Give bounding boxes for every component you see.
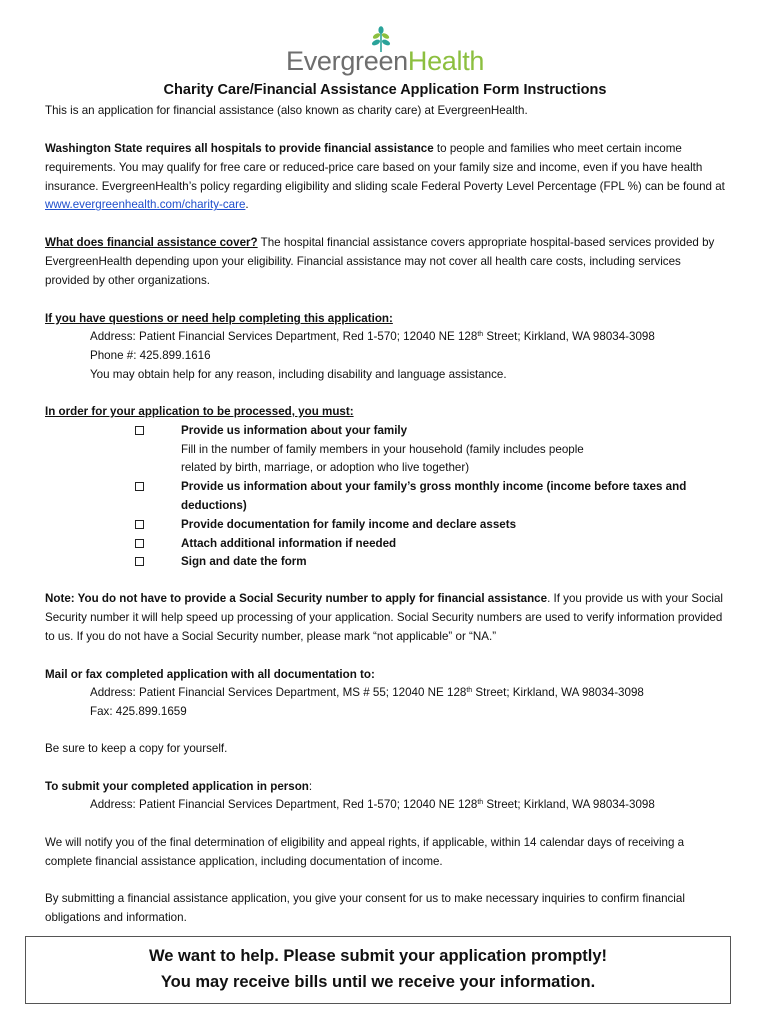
mail-address: Address: Patient Financial Services Department, MS # 55; 12040 NE 128th Street; Kirkland, WA 98034-3098 (90, 686, 644, 699)
callout-line-1: We want to help. Please submit your application promptly! (148, 947, 608, 965)
coverage-question: What does financial assistance cover? (45, 236, 258, 249)
checkbox-icon (135, 539, 144, 548)
mail-fax: Fax: 425.899.1659 (90, 705, 187, 718)
washington-lead: Washington State requires all hospitals to provide financial assistance (45, 142, 434, 155)
questions-phone: Phone #: 425.899.1616 (90, 349, 211, 362)
charity-care-link[interactable]: www.evergreenhealth.com/charity-care (45, 198, 246, 212)
intro-paragraph: This is an application for financial assistance (also known as charity care) at EvergreenHealth. (45, 104, 528, 117)
checkbox-icon (135, 426, 144, 435)
questions-help: You may obtain help for any reason, including disability and language assistance. (90, 368, 507, 381)
checkbox-icon (135, 482, 144, 491)
in-person-heading: To submit your completed application in person: (45, 780, 313, 793)
checkbox-icon (135, 557, 144, 566)
washington-paragraph: Washington State requires all hospitals to provide financial assistance to people and families who meet certain income requirements. You may qualify for free care or reduced-price care based on your family size and income, even if you have health insurance. EvergreenHealth’s policy regarding eligibility and sliding scale Federal Poverty Level Percentage (FPL %) can be found at www.evergreenhealth.com/charity-care. (45, 142, 725, 212)
questions-heading: If you have questions or need help completing this application: (45, 312, 393, 325)
process-heading: In order for your application to be processed, you must: (45, 405, 354, 418)
page-title: Charity Care/Financial Assistance Application Form Instructions (163, 82, 607, 98)
document-page: EvergreenHealth Charity Care/Financial Assistance Application Form Instructions This is an application for financial assistance (also known as charity care) at EvergreenHealth. Washington State requires all hospitals to provide financial assistance to people and families who meet certain income requirements. You may qualify for free care or reduced-price care based on your family size and income, even if you have health insurance. EvergreenHealth’s policy regarding eligibility and sliding scale Federal Poverty Level Percentage (FPL %) can be found at www.evergreenhealth.com/charity-care. What does financial assistance cover? The hospital financial assistance covers appropriate hospital-based services provided by EvergreenHealth depending upon your eligibility. Financial assistance may not cover all health care costs, including services provided by other organizations. If you have questions or need help completing this application: Address: Patient Financial Services Department, Red 1-570; 12040 NE 128th Street; Kirkland, WA 98034-3098 Phone #: 425.899.1616 You may obtain help for any reason, including disability and language assistance. In order for your application to be processed, you must: Provide us information about your family Fill in the number of family members in your household (family includes people related by birth, marriage, or adoption who live together) Provide us information about your family’s gross monthly income (income before taxes and deductions) Provide documentation for family income and declare assets Attach additional information if needed Sign and date the form Note: You do not have to provide a Social Security number to apply for financial assistance. If you provide us with your Social Security number it will help speed up processing of your application. Social Security numbers are used to verify information provided to us. If you do not have a Social Security number, please mark “not applicable” or “NA.” Mail or fax completed application with all documentation to: Address: Patient Financial Services Department, MS # 55; 12040 NE 128th Street; Kirkland, WA 98034-3098 Fax: 425.899.1659 Be sure to keep a copy for yourself. To submit your completed application in person: Address: Patient Financial Services Department, Red 1-570; 12040 NE 128th Street; Kirkland, WA 98034-3098 We will notify you of the final determination of eligibility and appeal rights, if applicable, within 14 calendar days of receiving a complete financial assistance application, including documentation of income. By submitting a financial assistance application, you give your consent for us to make necessary inquiries to confirm financial obligations and information. We want to help. Please submit your application promptly! You may receive bills until we receive your information. (0, 0, 770, 1024)
checkbox-icon (135, 520, 144, 529)
notification-paragraph: We will notify you of the final determination of eligibility and appeal rights, if applicable, within 14 calendar days of receiving a complete financial assistance application, including documentation of income. (45, 836, 685, 868)
mail-heading: Mail or fax completed application with all documentation to: (45, 668, 375, 681)
in-person-address: Address: Patient Financial Services Department, Red 1-570; 12040 NE 128th Street; Kirkland, WA 98034-3098 (90, 798, 655, 811)
keep-copy-text: Be sure to keep a copy for yourself. (45, 742, 228, 755)
logo-wordmark: EvergreenHealth (286, 46, 485, 76)
help-callout-box (25, 936, 731, 1004)
coverage-text: The hospital financial assistance covers appropriate hospital-based services provided by EvergreenHealth depending upon your eligibility. Financial assistance may not cover all health care costs, including services provided by other organizations. (45, 236, 715, 287)
evergreenhealth-logo (286, 26, 485, 82)
washington-text: to people and families who meet certain income requirements. You may qualify for free care or reduced-price care based on your family size and income, even if you have health insurance. EvergreenHealth’s policy regarding eligibility and sliding scale Federal Poverty Level Percentage (FPL %) can be found at (45, 142, 725, 193)
callout-line-2: You may receive bills until we receive your information. (160, 973, 596, 991)
coverage-paragraph (45, 234, 725, 290)
questions-address: Address: Patient Financial Services Department, Red 1-570; 12040 NE 128th Street; Kirkland, WA 98034-3098 (90, 330, 655, 343)
ssn-note-paragraph: Note: You do not have to provide a Social Security number to apply for financial assistance. If you provide us with your Social Security number it will help speed up processing of your application. Social Security numbers are used to verify information provided to us. If you do not have a Social Security number, please mark “not applicable” or “NA.” (45, 592, 723, 643)
consent-paragraph: By submitting a financial assistance application, you give your consent for us to make necessary inquiries to confirm financial obligations and information. (45, 892, 685, 924)
